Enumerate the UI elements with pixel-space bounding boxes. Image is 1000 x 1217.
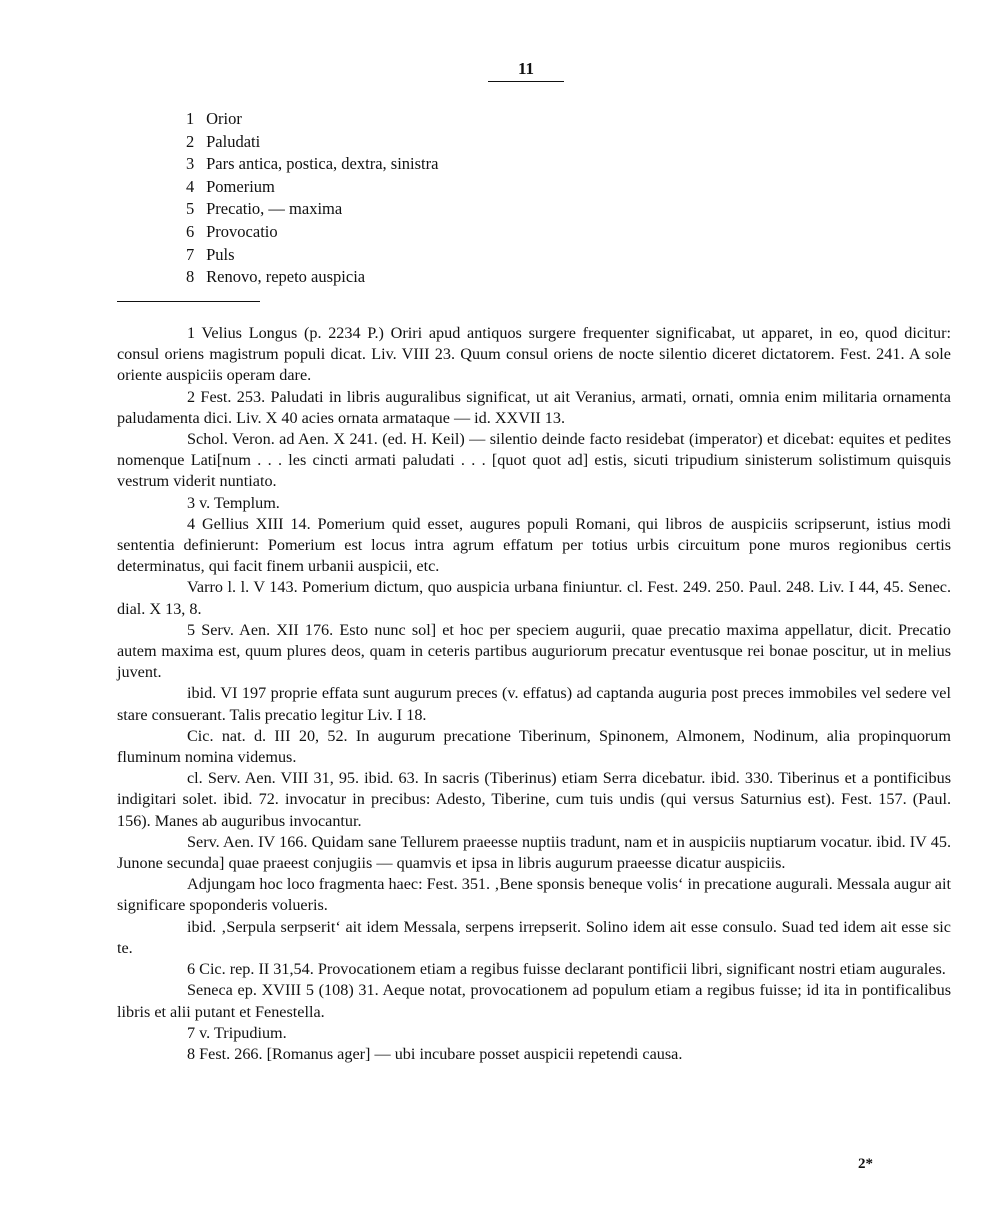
entry-number: 5 — [186, 199, 195, 219]
footnotes — [117, 323, 951, 1065]
entry-title: Provocatio — [206, 221, 278, 241]
footnote-paragraph: Schol. Veron. ad Aen. X 241. (ed. H. Keil) — silentio deinde facto residebat (imperator) et dicebat: equites et pedites nomenque Lati[num . . . les cincti armati paludati . . . [quot quot ad] estis, sicuti tripudium sinisterum solistimum quisquis vestrum viderit nuntiato. — [117, 430, 951, 491]
list-item — [186, 131, 438, 154]
entry-title: Precatio, — maxima — [206, 199, 343, 219]
footnote-paragraph: Cic. nat. d. III 20, 52. In augurum precatione Tiberinum, Spinonem, Almonem, Nodinum, alia propinquorum fluminum nomina videmus. — [117, 726, 951, 767]
footnote-paragraph: Varro l. l. V 143. Pomerium dictum, quo auspicia urbana finiuntur. cl. Fest. 249. 250. Paul. 248. Liv. I 44, 45. Senec. dial. X 13, 8. — [117, 578, 951, 618]
list-item — [186, 266, 438, 289]
entry-number: 8 — [186, 267, 195, 287]
footnote-paragraph: 8 Fest. 266. [Romanus ager] — ubi incubare posset auspicii repetendi causa. — [187, 1044, 683, 1063]
footnote-divider — [117, 301, 260, 302]
page-number: 11 — [488, 60, 564, 82]
footnote-paragraph: Serv. Aen. IV 166. Quidam sane Tellurem praeesse nuptiis tradunt, nam et in auspiciis nuptiarum vocatur. ibid. IV 45. Junone secunda] quae praeest conjugiis — quamvis et ipsa in libris augurum praeesse dicatur auspiciis. — [117, 832, 951, 873]
footnote-paragraph: 5 Serv. Aen. XII 176. Esto nunc sol] et hoc per speciem augurii, quae precatio maxima appellatur, dicit. Precatio autem maxima est, quum plures deos, quam in ceteris partibus auguriorum precatur eventusque rei bonae poscitur, ut in melius juvent. — [117, 620, 951, 682]
entry-title: Pars antica, postica, dextra, sinistra — [206, 154, 439, 174]
list-item — [186, 221, 438, 244]
footnote-paragraph: 6 Cic. rep. II 31,54. Provocationem etiam a regibus fuisse declarant pontificii libri, significant nostri etiam augurales. — [187, 960, 946, 979]
entry-title: Paludati — [206, 131, 261, 151]
footnote-paragraph: cl. Serv. Aen. VIII 31, 95. ibid. 63. In sacris (Tiberinus) etiam Serra dicebatur. ibid. 330. Tiberinus et a pontificibus indigitari solet. ibid. 72. invocatur in precibus: Adesto, Tiberine, cum tuis undis (qui versus Saturnius est). Fest. 157. (Paul. 156). Manes ab auguribus invocantur. — [117, 769, 951, 830]
footnote-paragraph: 1 Velius Longus (p. 2234 P.) Oriri apud antiquos surgere frequenter significabat, ut apparet, in eo, quod dicitur: consul oriens magistrum populi dicat. Liv. VIII 23. Quum consul oriens de nocte silentio diceret dictatorem. Fest. 241. A sole oriente auspiciis operam dare. — [117, 324, 951, 385]
entry-number: 4 — [186, 176, 195, 196]
footnote-paragraph: Adjungam hoc loco fragmenta haec: Fest. 351. ‚Bene sponsis beneque volis‘ in precatione augurali. Messala augur ait significare spoponderis volueris. — [117, 875, 951, 915]
footnote-paragraph: ibid. ‚Serpula serpserit‘ ait idem Messala, serpens irrepserit. Solino idem ait esse consulo. Suad ted idem ait esse sic te. — [117, 917, 951, 957]
list-item — [186, 108, 438, 131]
entry-number: 2 — [186, 131, 195, 151]
entry-number: 3 — [186, 154, 195, 174]
entry-title: Pomerium — [206, 176, 275, 196]
list-item — [186, 153, 438, 176]
footnote-paragraph: 4 Gellius XIII 14. Pomerium quid esset, augures populi Romani, qui libros de auspiciis scripserunt, istius modi sententia definierunt: Pomerium est locus intra agrum effatum per totius urbis circuitum pone muros regionibus certis determinatus, qui facit finem urbanii auspicii, etc. — [117, 514, 951, 576]
entry-title: Orior — [206, 109, 242, 128]
footnote-paragraph: Seneca ep. XVIII 5 (108) 31. Aeque notat, provocationem ad populum etiam a regibus fuisse; id ita in pontificalibus libris et alii putant et Fenestella. — [117, 981, 951, 1021]
footnote-paragraph: 3 v. Templum. — [187, 493, 280, 512]
footnote-paragraph: 2 Fest. 253. Paludati in libris auguralibus significat, ut ait Veranius, armati, ornati, omnia enim militaria ornamenta paludamenta dici. Liv. X 40 acies ornata armataque — id. XXVII 13. — [117, 387, 951, 427]
signature-mark: 2* — [858, 1156, 873, 1172]
entry-list — [186, 108, 438, 289]
footnote-paragraph: 7 v. Tripudium. — [187, 1023, 287, 1042]
entry-title: Puls — [206, 244, 235, 264]
list-item — [186, 244, 438, 267]
list-item — [186, 176, 438, 199]
entry-title: Renovo, repeto auspicia — [206, 267, 366, 287]
entry-number: 6 — [186, 221, 195, 241]
list-item — [186, 198, 438, 221]
footnote-paragraph: ibid. VI 197 proprie effata sunt augurum preces (v. effatus) ad captanda auguria post preces immobiles vel sedere vel stare consuerant. Talis precatio legitur Liv. I 18. — [117, 684, 951, 724]
entry-number: 7 — [186, 244, 195, 264]
entry-number: 1 — [186, 109, 195, 128]
